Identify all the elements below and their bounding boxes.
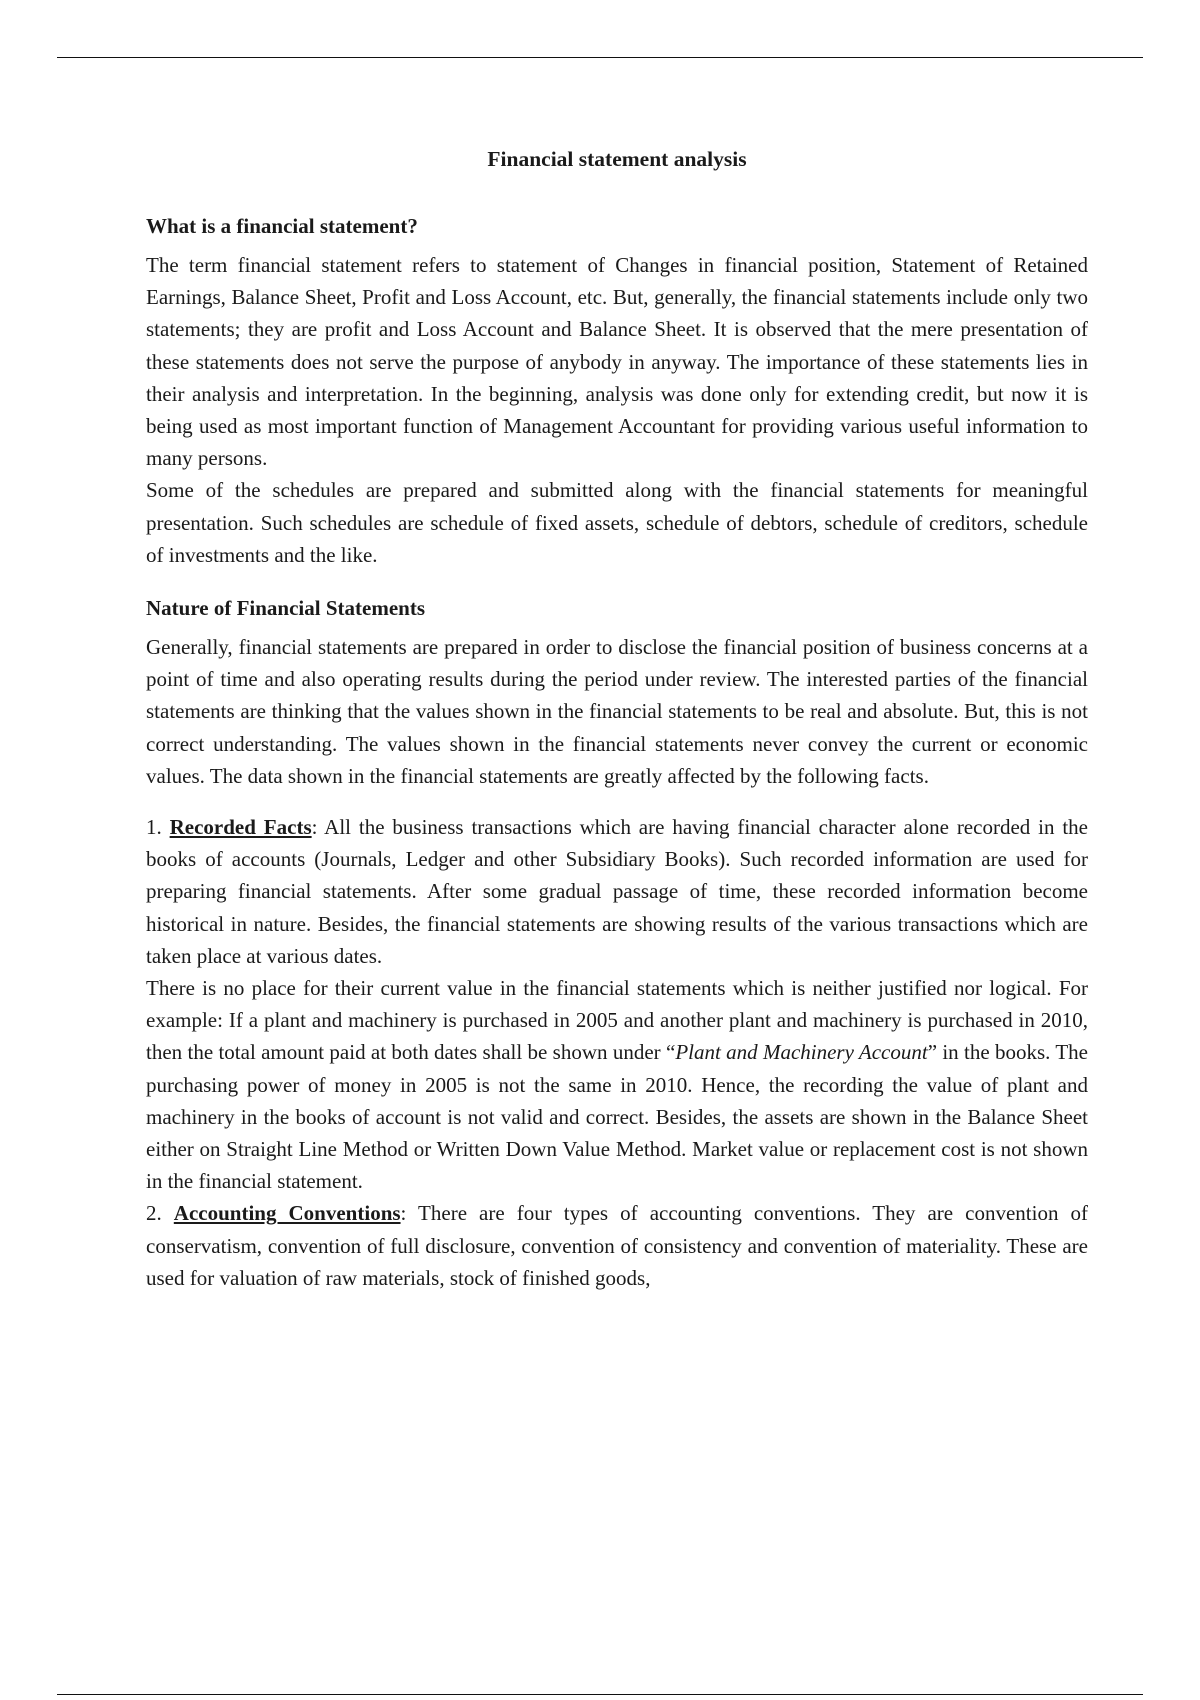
bottom-rule (57, 1694, 1143, 1695)
item-number: 2. (146, 1201, 162, 1226)
section-heading-what-is: What is a financial statement? (146, 214, 418, 238)
paragraph-schedules: Some of the schedules are prepared and submitted along with the financial statements for meaningful presentation. Such schedules are schedule of fixed assets, schedule of debtors, schedule of creditors, schedule of investments and the like. (146, 478, 1088, 567)
item-text: : All the business transactions which are having financial character alone recorded in the books of accounts (Journals, Ledger and other Subsidiary Books). Such recorded information are used for preparing financial statements. After some gradual passage of time, these recorded information become historical in nature. Besides, the financial statements are showing results of the various transactions which are taken place at various dates. (146, 815, 1088, 968)
paragraph-definition: The term financial statement refers to statement of Changes in financial position, Statement of Retained Earnings, Balance Sheet, Profit and Loss Account, etc. But, generally, the financial statements include only two statements; they are profit and Loss Account and Balance Sheet. It is observed that the mere presentation of these statements does not serve the purpose of anybody in anyway. The importance of these statements lies in their analysis and interpretation. In the beginning, analysis was done only for extending credit, but now it is being used as most important function of Management Accountant for providing various useful information to many persons. (146, 253, 1088, 471)
document-title: Financial statement analysis (487, 147, 747, 171)
item-term: Recorded Facts (169, 815, 312, 840)
item-number: 1. (146, 815, 162, 840)
paragraph-text: ” in the books. The purchasing power of money in 2005 is not the same in 2010. Hence, the recording the value of plant and machinery in the books of account is not valid and correct. Besides, the assets are shown in the Balance Sheet either on Straight Line Method or Written Down Value Method. Market value or replacement cost is not shown in the financial statement. (146, 1040, 1088, 1194)
italic-account-name: Plant and Machinery Account (675, 1040, 928, 1065)
list-item-accounting-conventions (146, 1197, 1088, 1294)
item-term: Accounting Conventions (173, 1201, 401, 1226)
paragraph-current-value (146, 972, 1088, 1197)
document-body (146, 143, 1088, 1294)
paragraph-text: There is no place for their current value in the financial statements which is neither justified nor logical. For example: If a plant and machinery is purchased in 2005 and another plant and machinery is purchased in 2010, then the total amount paid at both dates shall be shown under “ (146, 976, 1088, 1065)
section-heading-nature: Nature of Financial Statements (146, 596, 425, 621)
list-item-recorded-facts (146, 811, 1088, 972)
top-rule (57, 57, 1143, 58)
paragraph-nature: Generally, financial statements are prepared in order to disclose the financial position of business concerns at a point of time and also operating results during the period under review. The interested parties of the financial statements are thinking that the values shown in the financial statements to be real and absolute. But, this is not correct understanding. The values shown in the financial statements never convey the current or economic values. The data shown in the financial statements are greatly affected by the following facts. (146, 635, 1088, 788)
item-text: : There are four types of accounting conventions. They are convention of conservatism, convention of full disclosure, convention of consistency and convention of materiality. These are used for valuation of raw materials, stock of finished goods, (146, 1201, 1088, 1290)
